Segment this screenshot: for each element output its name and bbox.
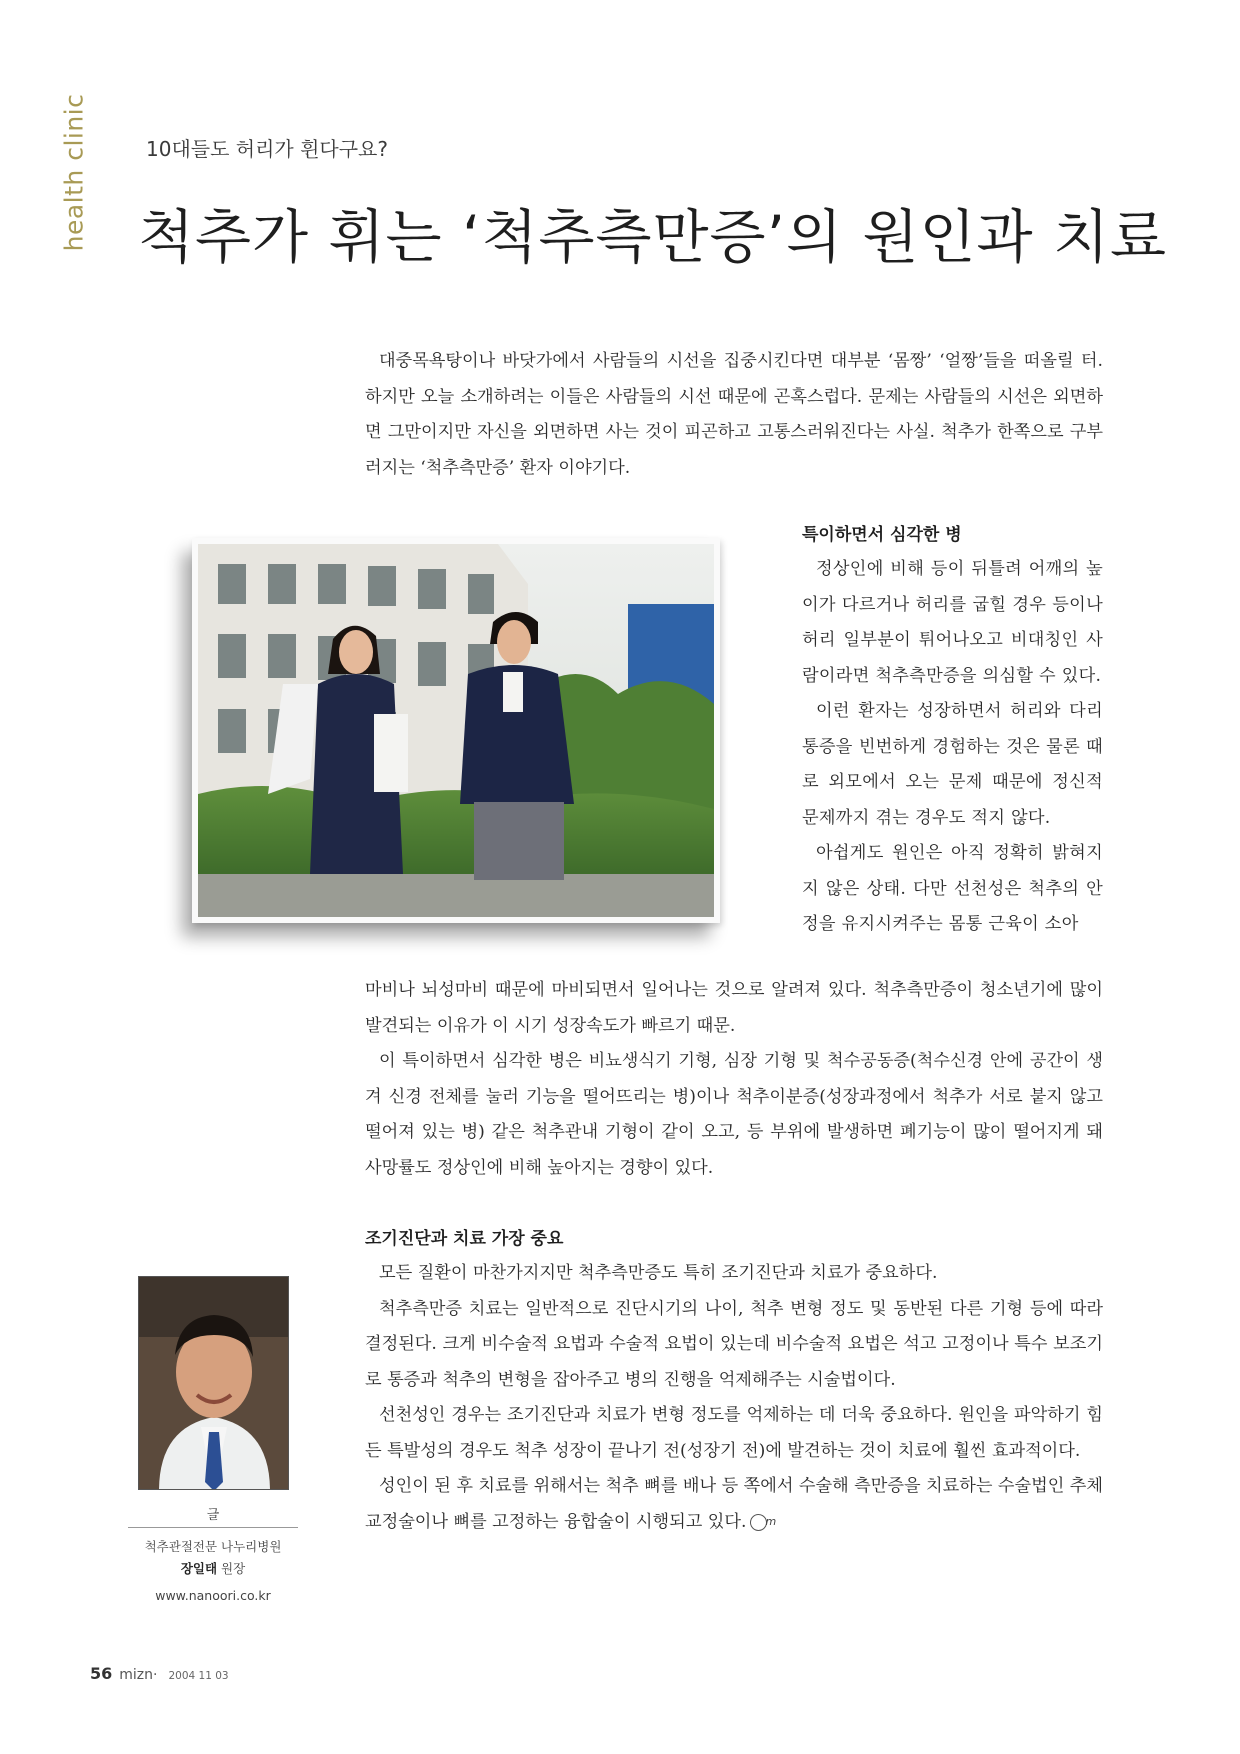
section2-heading: 조기진단과 치료 가장 중요	[365, 1229, 564, 1249]
credit-name: 장일태	[180, 1561, 218, 1576]
section2	[365, 1226, 1103, 1540]
students-photo-frame	[192, 538, 720, 923]
section-tag-text: health clinic	[59, 93, 89, 251]
credit-title: 원장	[221, 1561, 246, 1576]
section-tag	[56, 92, 92, 252]
section1-continued	[365, 973, 1103, 1186]
section2-paragraph-4	[365, 1469, 1103, 1540]
magazine-name: mizn·	[119, 1667, 158, 1683]
section1-paragraph-3a: 아쉽게도 원인은 아직 정확히 밝혀지지 않은 상태. 다만 선천성은 척추의 안정을 유지시켜주는 몸통 근육이 소아	[802, 843, 1103, 934]
intro-text: 대중목욕탕이나 바닷가에서 사람들의 시선을 집중시킨다면 대부분 ‘몸짱’ ‘얼짱’들을 떠올릴 터. 하지만 오늘 소개하려는 이들은 사람들의 시선 때문에 곤혹스럽다. 문제는 사람들의 시선은 외면하면 그만이지만 자신을 외면하면 사는 것이 피곤하고 고통스러워진다는 사실. 척추가 한쪽으로 구부러지는 ‘척추측만증’ 환자 이야기다.	[365, 351, 1103, 478]
issue-date: 2004 11 03	[168, 1670, 229, 1682]
section1-paragraph-2: 이런 환자는 성장하면서 허리와 다리 통증을 빈번하게 경험하는 것은 물론 때로 외모에서 오는 문제 때문에 정신적 문제까지 겪는 경우도 적지 않다.	[802, 701, 1103, 828]
page-number: 56	[90, 1664, 113, 1683]
author-credit	[128, 1504, 298, 1612]
section1-paragraph-3b: 마비나 뇌성마비 때문에 마비되면서 일어나는 것으로 알려져 있다. 척추측만증이 청소년기에 많이 발견되는 이유가 이 시기 성장속도가 빠르기 때문.	[365, 980, 1103, 1036]
intro-paragraph	[365, 344, 1103, 486]
article-headline: 척추가 휘는 ‘척추측만증’의 원인과 치료	[138, 203, 1168, 271]
author-portrait	[138, 1276, 289, 1490]
section2-paragraph-4-text: 성인이 된 후 치료를 위해서는 척추 뼈를 배나 등 쪽에서 수술해 측만증을 치료하는 수술법인 추체교정술이나 뼈를 고정하는 융합술이 시행되고 있다.	[365, 1476, 1104, 1532]
section2-paragraph-1: 모든 질환이 마찬가지지만 척추측만증도 특히 조기진단과 치료가 중요하다.	[379, 1263, 938, 1283]
students-walking-photo	[198, 544, 714, 917]
author-portrait-image	[139, 1277, 289, 1490]
credit-label: 글	[128, 1504, 298, 1528]
credit-name-line	[128, 1558, 298, 1580]
section1-paragraph-1: 정상인에 비해 등이 뒤틀려 어깨의 높이가 다르거나 허리를 굽힐 경우 등이나 허리 일부분이 튀어나오고 비대칭인 사람이라면 척추측만증을 의심할 수 있다.	[802, 559, 1103, 686]
section1-paragraph-4: 이 특이하면서 심각한 병은 비뇨생식기 기형, 심장 기형 및 척수공동증(척수신경 안에 공간이 생겨 신경 전체를 눌러 기능을 떨어뜨리는 병)이나 척추이분증(성장과정에서 척추가 서로 붙지 않고 떨어져 있는 병) 같은 척추관내 기형이 같이 오고, 등 부위에 발생하면 폐기능이 많이 떨어지게 돼 사망률도 정상인에 비해 높아지는 경향이 있다.	[365, 1051, 1103, 1178]
section2-paragraph-2: 척추측만증 치료는 일반적으로 진단시기의 나이, 척추 변형 정도 및 동반된 다른 기형 등에 따라 결정된다. 크게 비수술적 요법과 수술적 요법이 있는데 비수술적 요법은 석고 고정이나 특수 보조기로 통증과 척추의 변형을 잡아주고 병의 진행을 억제해주는 시술법이다.	[365, 1298, 1103, 1390]
page-footer	[90, 1664, 229, 1683]
section1-heading: 특이하면서 심각한 병	[802, 525, 962, 545]
section1-column	[802, 522, 1103, 943]
end-mark-icon: m	[750, 1514, 767, 1531]
credit-url: www.nanoori.co.kr	[155, 1588, 271, 1603]
credit-organization: 척추관절전문 나누리병원	[144, 1539, 282, 1554]
article-subtitle: 10대들도 허리가 휜다구요?	[146, 137, 388, 161]
section2-paragraph-3: 선천성인 경우는 조기진단과 치료가 변형 정도를 억제하는 데 더욱 중요하다. 원인을 파악하기 힘든 특발성의 경우도 척추 성장이 끝나기 전(성장기 전)에 발견하는 것이 치료에 훨씬 효과적이다.	[365, 1405, 1103, 1461]
